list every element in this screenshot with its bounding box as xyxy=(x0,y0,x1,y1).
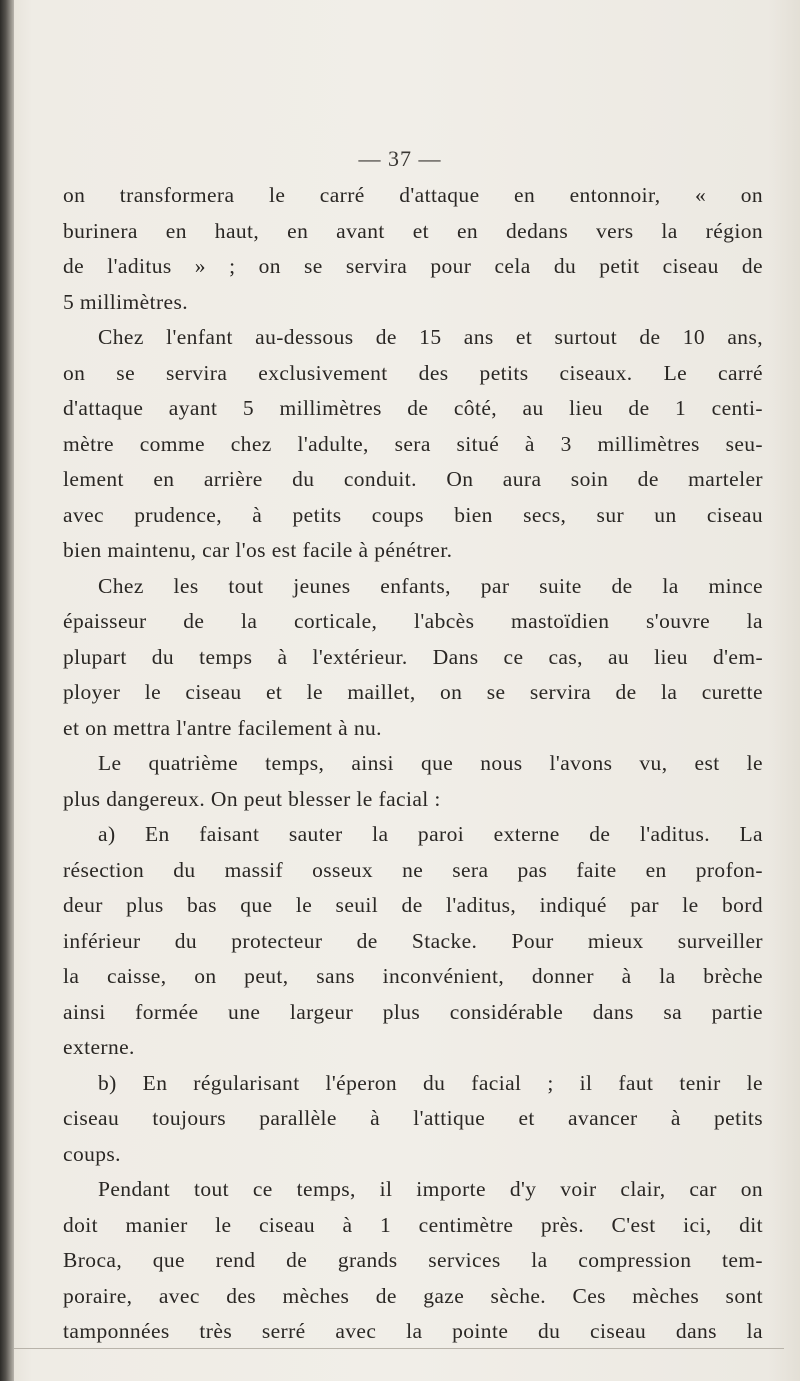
text-line: de l'aditus » ; on se servira pour cela du petit ciseau de xyxy=(63,254,763,278)
text-line: épaisseur de la corticale, l'abcès mastoïdien s'ouvre la xyxy=(63,609,763,633)
text-line: ployer le ciseau et le maillet, on se servira de la curette xyxy=(63,680,763,704)
text-line: bien maintenu, car l'os est facile à pénétrer. xyxy=(63,538,453,562)
text-line: on transformera le carré d'attaque en entonnoir, « on xyxy=(63,183,763,207)
text-line: Le quatrième temps, ainsi que nous l'avons vu, est le xyxy=(98,751,763,775)
text-line: poraire, avec des mèches de gaze sèche. Ces mèches sont xyxy=(63,1283,763,1308)
body-text xyxy=(63,178,763,1350)
text-line: externe. xyxy=(63,1035,135,1059)
text-line: avec prudence, à petits coups bien secs, sur un ciseau xyxy=(63,502,763,527)
text-line: Chez l'enfant au-dessous de 15 ans et surtout de 10 ans, xyxy=(98,325,763,349)
text-line: coups. xyxy=(63,1141,121,1166)
text-line: Broca, que rend de grands services la compression tem- xyxy=(63,1248,763,1272)
text-line: inférieur du protecteur de Stacke. Pour mieux surveiller xyxy=(63,928,763,953)
text-line: la caisse, on peut, sans inconvénient, donner à la brèche xyxy=(63,964,763,988)
text-line: plupart du temps à l'extérieur. Dans ce cas, au lieu d'em- xyxy=(63,644,763,669)
text-line: burinera en haut, en avant et en dedans vers la région xyxy=(63,218,763,243)
text-line: ainsi formée une largeur plus considérable dans sa partie xyxy=(63,999,763,1024)
text-line: Pendant tout ce temps, il importe d'y voir clair, car on xyxy=(98,1177,763,1201)
text-line: mètre comme chez l'adulte, sera situé à 3 millimètres seu- xyxy=(63,431,763,456)
page-number: — 37 — xyxy=(358,146,442,171)
text-line: tamponnées très serré avec la pointe du ciseau dans la xyxy=(63,1319,763,1343)
text-line: Chez les tout jeunes enfants, par suite de la mince xyxy=(98,573,763,598)
text-line: et on mettra l'antre facilement à nu. xyxy=(63,715,382,740)
binding-edge xyxy=(0,0,14,1381)
text-line: lement en arrière du conduit. On aura soin de marteler xyxy=(63,467,763,491)
text-line: doit manier le ciseau à 1 centimètre près. C'est ici, dit xyxy=(63,1212,763,1237)
text-line: deur plus bas que le seuil de l'aditus, indiqué par le bord xyxy=(63,893,763,917)
page-bottom-edge xyxy=(14,1348,784,1349)
text-line: d'attaque ayant 5 millimètres de côté, au lieu de 1 centi- xyxy=(63,396,763,420)
text-line: a) En faisant sauter la paroi externe de l'aditus. La xyxy=(98,822,763,846)
text-line: ciseau toujours parallèle à l'attique et avancer à petits xyxy=(63,1106,763,1130)
text-line: on se servira exclusivement des petits ciseaux. Le carré xyxy=(63,360,763,385)
text-line: 5 millimètres. xyxy=(63,289,189,314)
text-line: résection du massif osseux ne sera pas faite en profon- xyxy=(63,857,763,882)
text-line: plus dangereux. On peut blesser le facial : xyxy=(63,786,441,811)
text-line: b) En régularisant l'éperon du facial ; il faut tenir le xyxy=(98,1070,763,1095)
